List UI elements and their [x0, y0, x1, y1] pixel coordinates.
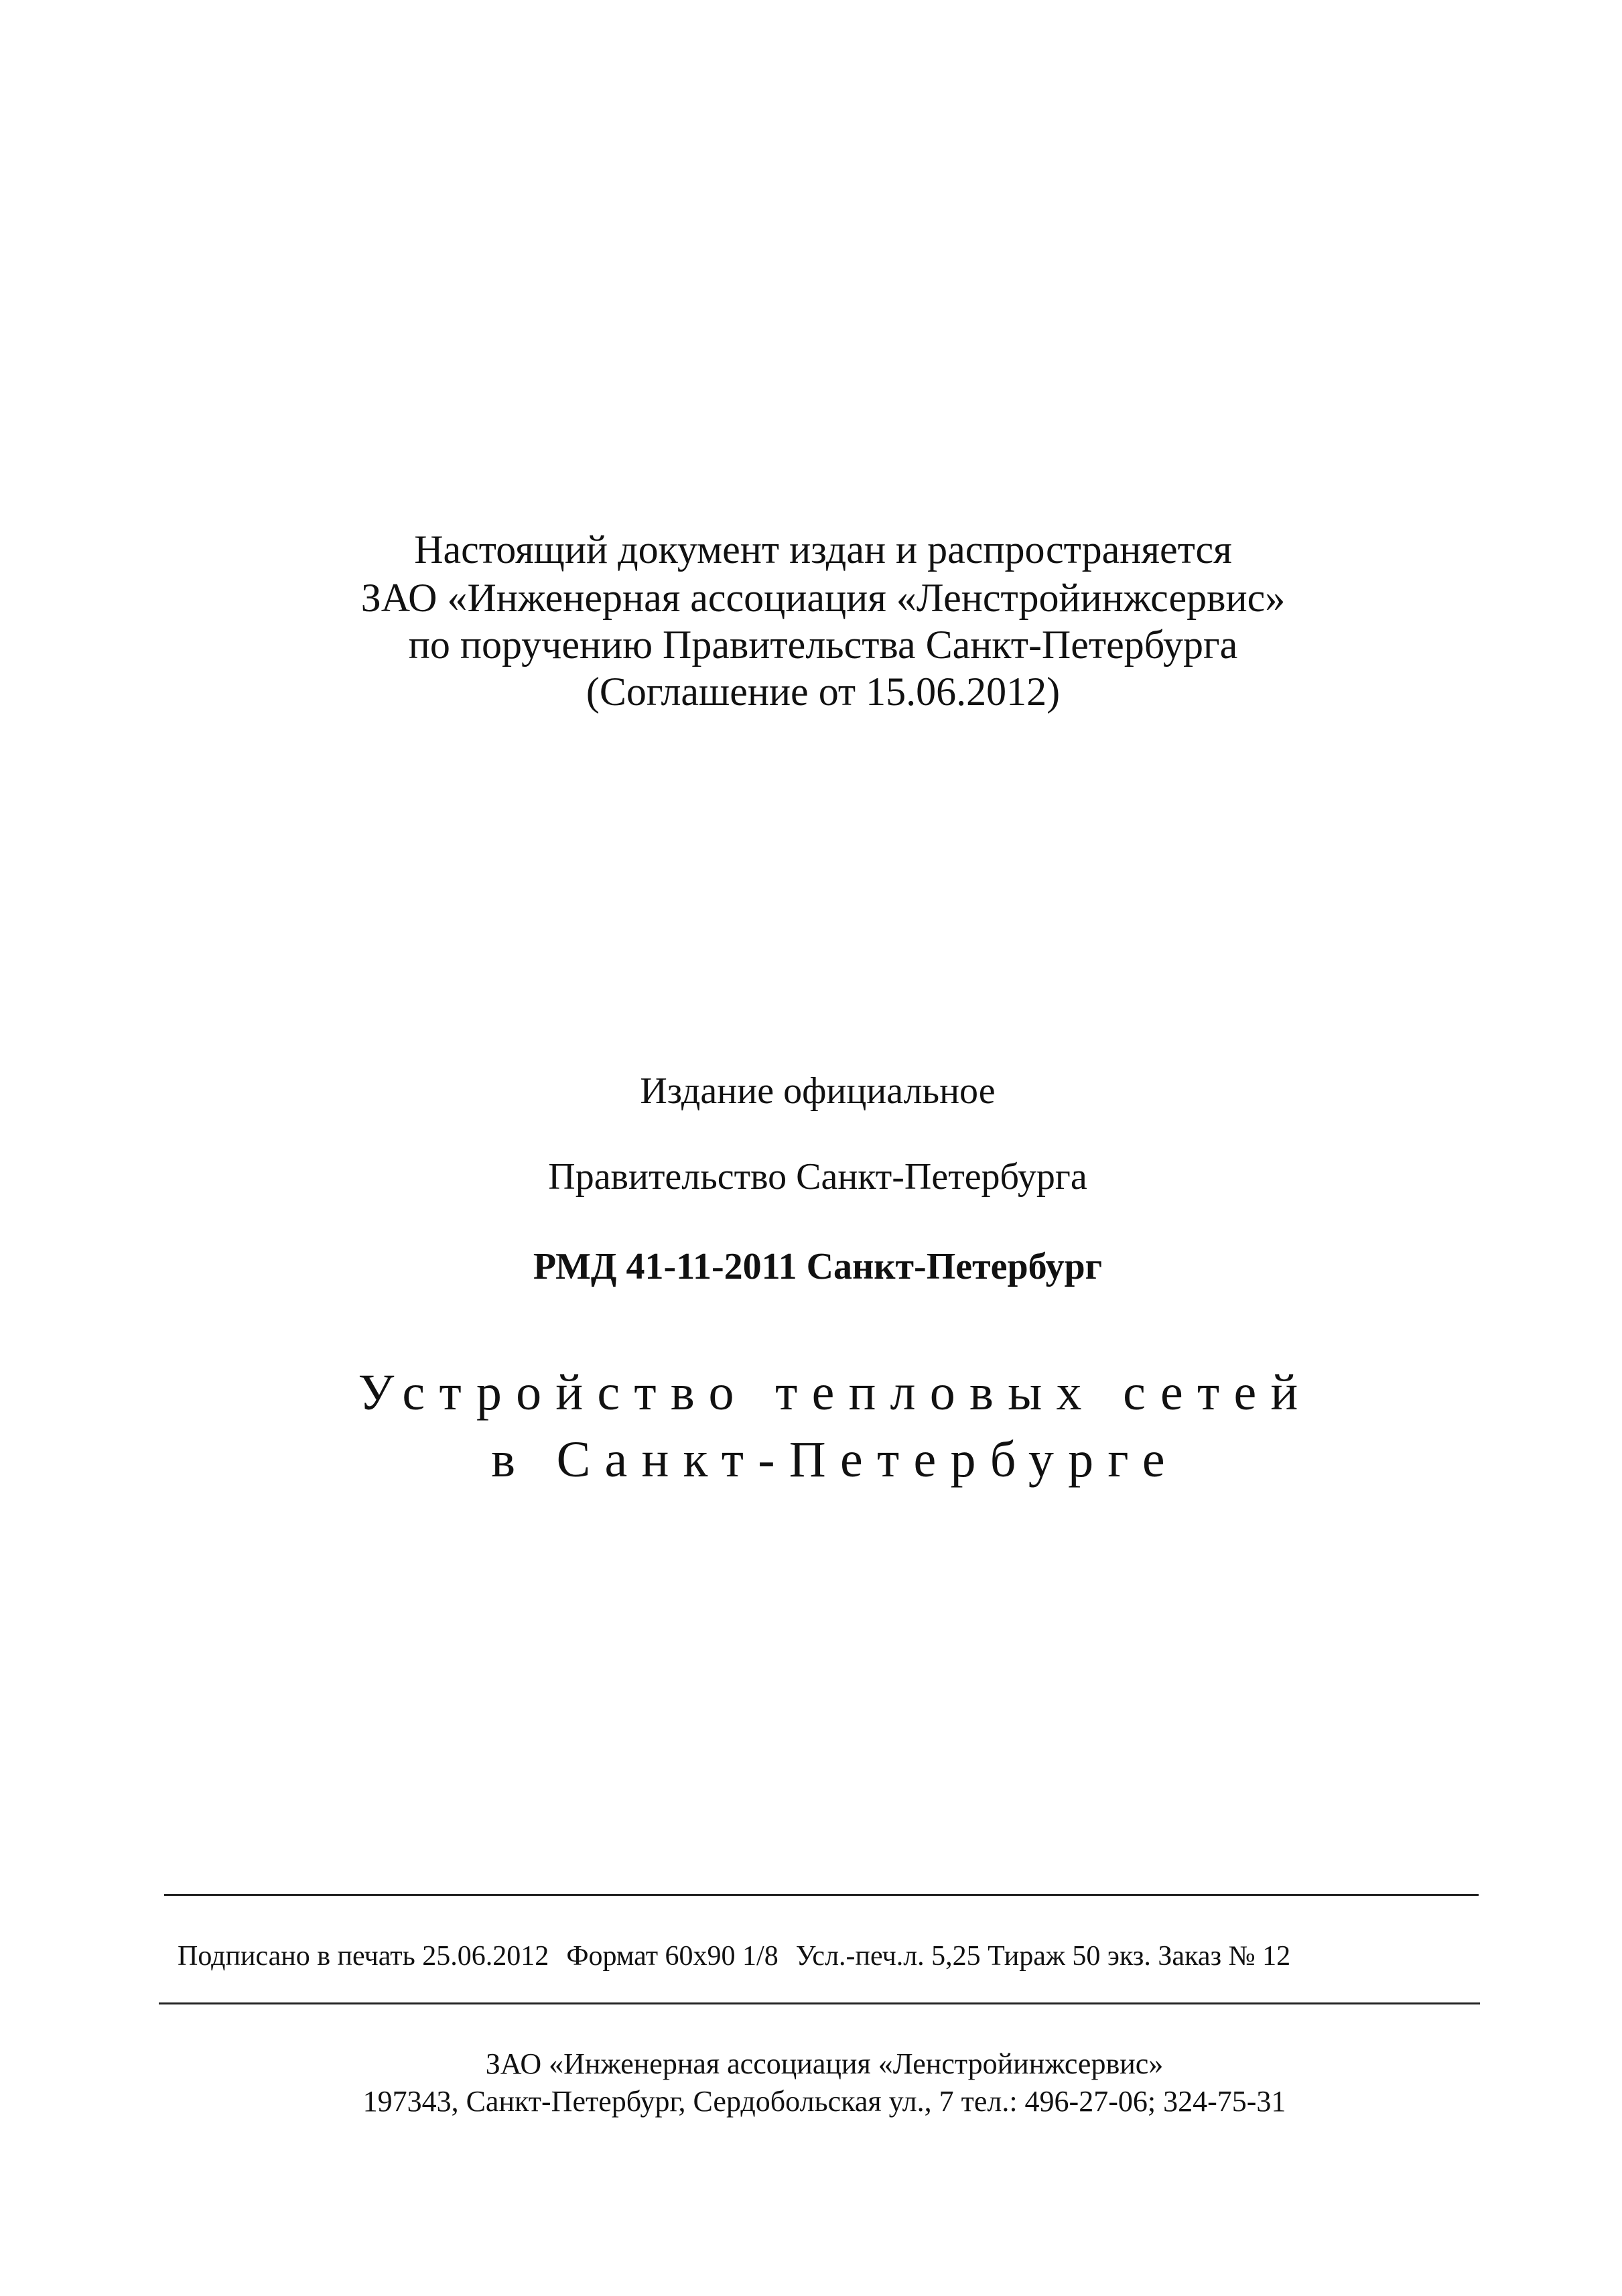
imprint-format: Формат 60x90 1/8: [566, 1941, 779, 1972]
publisher-statement-line-2: ЗАО «Инженерная ассоциация «Ленстройинжсервис»: [360, 576, 1286, 620]
document-code: РМД 41-11-2011 Санкт-Петербург: [533, 1246, 1103, 1287]
document-title-line-1: Устройство тепловых сетей: [358, 1364, 1312, 1421]
edition-label: Издание официальное: [640, 1070, 996, 1112]
publisher-statement-line-3: по поручению Правительства Санкт-Петербурга: [408, 623, 1238, 667]
imprint-top-rule: [164, 1894, 1479, 1896]
document-title-line-2: в Санкт-Петербурге: [491, 1431, 1179, 1488]
publisher-statement-line-4: (Соглашение от 15.06.2012): [586, 669, 1061, 714]
footer-address: 197343, Санкт-Петербург, Сердобольская ул., 7 тел.: 496-27-06; 324-75-31: [362, 2085, 1286, 2118]
publisher-statement-line-1: Настоящий документ издан и распространяется: [414, 527, 1232, 572]
imprint-sheets: Усл.-печ.л. 5,25 Тираж 50 экз. Заказ № 12: [795, 1941, 1291, 1972]
imprint-bottom-rule: [159, 2002, 1480, 2004]
footer-organization: ЗАО «Инженерная ассоциация «Ленстройинжсервис»: [485, 2047, 1164, 2080]
imprint-signed: Подписано в печать 25.06.2012: [178, 1941, 549, 1972]
government-label: Правительство Санкт-Петербурга: [548, 1156, 1087, 1198]
imprint-line: [178, 1942, 1290, 1970]
